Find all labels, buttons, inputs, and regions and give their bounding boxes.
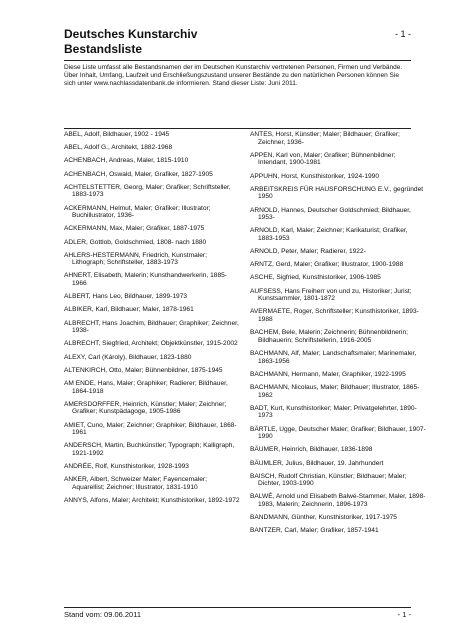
list-entry: ABEL, Adolf, Bildhauer, 1902 - 1945 (64, 131, 170, 138)
list-entry: AHNERT, Elisabeth, Malerin; Kunsthandwerkerin, 1885-1966 (64, 272, 227, 288)
header-rule (64, 60, 411, 61)
list-entry: BANTZER, Carl, Maler; Grafiker, 1857-1941 (250, 527, 379, 535)
list-entry: AM ENDE, Hans, Maler; Graphiker; Radierer; Bildhauer, 1864-1918 (64, 379, 228, 395)
list-entry: AMIET, Cuno, Maler; Zeichner; Graphiker; Bildhauer, 1868-1961 (64, 421, 237, 437)
list-entry: BADT, Kurt, Kunsthistoriker; Maler; Privatgelehrter, 1890-1973 (250, 404, 417, 420)
list-entry: ALEXY, Carl (Károly), Bildhauer, 1823-1880 (64, 353, 192, 361)
list-entry: ACKERMANN, Max, Maler; Grafiker, 1887-1975 (64, 225, 205, 233)
list-entry: ARNOLD, Peter, Maler; Radierer, 1922- (250, 248, 366, 256)
list-entry: ANKER, Albert, Schweizer Maler; Fayencemaler; Aquarellist; Zeichner; Illustrator, 1831-1910 (64, 476, 207, 491)
list-entry: ALBERT, Hans Leo, Bildhauer, 1899-1973 (64, 293, 188, 301)
list-entry: ANTES, Horst, Künstler; Maler; Bildhauer; Grafiker; Zeichner, 1936- (250, 131, 400, 146)
list-entry: ALTENKIRCH, Otto, Maler; Bühnenbildner, 1875-1945 (64, 366, 223, 374)
list-entry: BACHMANN, Hermann, Maler, Graphiker, 1922-1995 (250, 370, 406, 378)
list-entry: BACHEM, Bele, Malerin; Zeichnerin; Bühnenbildnerin; Bildhauerin; Schriftstellerin, 1916-2005 (250, 329, 408, 344)
intro-paragraph: Diese Liste umfasst alle Bestandsnamen der im Deutschen Kunstarchiv vertretenen Personen, Firmen und Verbände. Über Inhalt, Umfang, Laufzeit und Erschließungszustand unserer Bestände zu den natürlichen Personen können Sie sich unter www.nachlassdatenbank.de informieren. Stand dieser Liste: Juni 2011. (64, 64, 403, 88)
list-entry: AVERMAETE, Roger, Schriftsteller; Kunsthistoriker, 1893-1988 (250, 308, 419, 324)
list-entry: BÄUMER, Heinrich, Bildhauer, 1836-1898 (250, 446, 373, 454)
list-entry: ALBRECHT, Hans Joachim, Bildhauer; Graphiker; Zeichner, 1938- (64, 319, 239, 335)
list-entry: ACKERMANN, Helmut, Maler; Grafiker; Illustrator; Buchillustrator, 1936- (64, 204, 211, 220)
list-entry: ALBIKER, Karl, Bildhauer; Maler, 1878-1961 (64, 306, 194, 314)
list-entry: ADLER, Gottlob, Goldschmied, 1808- nach 1880 (64, 238, 207, 246)
list-entry: BÄRTLE, Ugge, Deutscher Maler; Grafiker; Bildhauer, 1907-1990 (250, 425, 426, 441)
list-entry: BAISCH, Rudolf Christian, Künstler; Bildhauer; Maler; Dichter, 1903-1990 (250, 472, 407, 488)
list-entry: ACHTELSTETTER, Georg, Maler; Grafiker; Schriftsteller, 1883-1973 (64, 183, 231, 199)
intro-rule (64, 128, 411, 129)
footer-page-number: - 1 - (397, 610, 411, 619)
footer-date: Stand vom: 09.06.2011 (64, 610, 141, 619)
list-entry: ANNYS, Alfons, Maler; Architekt; Kunsthistoriker, 1892-1972 (64, 497, 240, 505)
list-entry: AMERSDORFFER, Heinrich, Künstler; Maler; Zeichner; Grafiker; Kunstpädagoge, 1905-1986 (64, 400, 227, 416)
document-title: Deutsches Kunstarchiv Bestandsliste (64, 27, 198, 56)
list-entry: BÄUMLER, Julius, Bildhauer, 19. Jahrhundert (250, 459, 384, 467)
list-entry: APPEN, Karl von, Maler; Grafiker; Bühnenbildner; Intendant, 1900-1981 (250, 151, 396, 167)
list-entry: ALBRECHT, Siegfried, Architekt; Objektkünstler, 1915-2002 (64, 340, 238, 348)
list-entry: AHLERS-HESTERMANN, Friedrich, Kunstmaler; Lithograph; Schriftsteller, 1883-1973 (64, 251, 207, 267)
list-entry: BALWÉ, Arnold und Elisabeth Balwé-Stammer, Maler, 1898-1983, Malerin; Zeichnerin, 1896-1973 (250, 493, 426, 509)
list-entry: BACHMANN, Alf, Maler; Landschaftsmaler; Marinemaler, 1863-1956 (250, 350, 417, 365)
list-entry: ABEL, Adolf G., Architekt, 1882-1968 (64, 144, 173, 152)
right-column (250, 131, 426, 541)
list-entry: ANDRÉE, Rolf, Kunsthistoriker, 1928-1993 (64, 463, 189, 471)
list-entry: ARNOLD, Karl, Maler; Zeichner; Karikaturist; Grafiker, 1883-1953 (250, 227, 408, 242)
left-column (64, 131, 240, 510)
list-entry: ACHENBACH, Oswald, Maler, Grafiker, 1827-1905 (64, 170, 213, 178)
list-entry: BANDMANN, Günther, Kunsthistoriker, 1917-1975 (250, 514, 397, 522)
footer-rule (64, 607, 411, 608)
list-entry: APPUHN, Horst, Kunsthistoriker, 1924-1990 (250, 172, 380, 180)
list-entry: ARNTZ, Gerd, Maler; Grafiker; Illustrator, 1900-1988 (250, 261, 404, 269)
list-entry: ARBEITSKREIS FÜR HAUSFORSCHUNG E.V., gegründet 1950 (250, 185, 424, 201)
list-entry: ASCHE, Sigfried, Kunsthistoriker, 1906-1985 (250, 274, 381, 282)
list-entry: AUFSESS, Hans Freiherr von und zu, Historiker; Jurist; Kunstsammler, 1801-1872 (250, 287, 412, 303)
list-entry: BACHMANN, Nicolaus, Maler; Bildhauer; Illustrator, 1865-1962 (250, 383, 420, 399)
header-page-number: - 1 - (394, 29, 411, 39)
list-entry: ANDERSCH, Martin, Buchkünstler; Typograph; Kalligraph, 1921-1992 (64, 442, 235, 457)
list-entry: ACHENBACH, Andreas, Maler, 1815-1910 (64, 157, 189, 165)
list-entry: ARNOLD, Hannes, Deutscher Goldschmied; Bildhauer, 1953- (250, 206, 411, 222)
